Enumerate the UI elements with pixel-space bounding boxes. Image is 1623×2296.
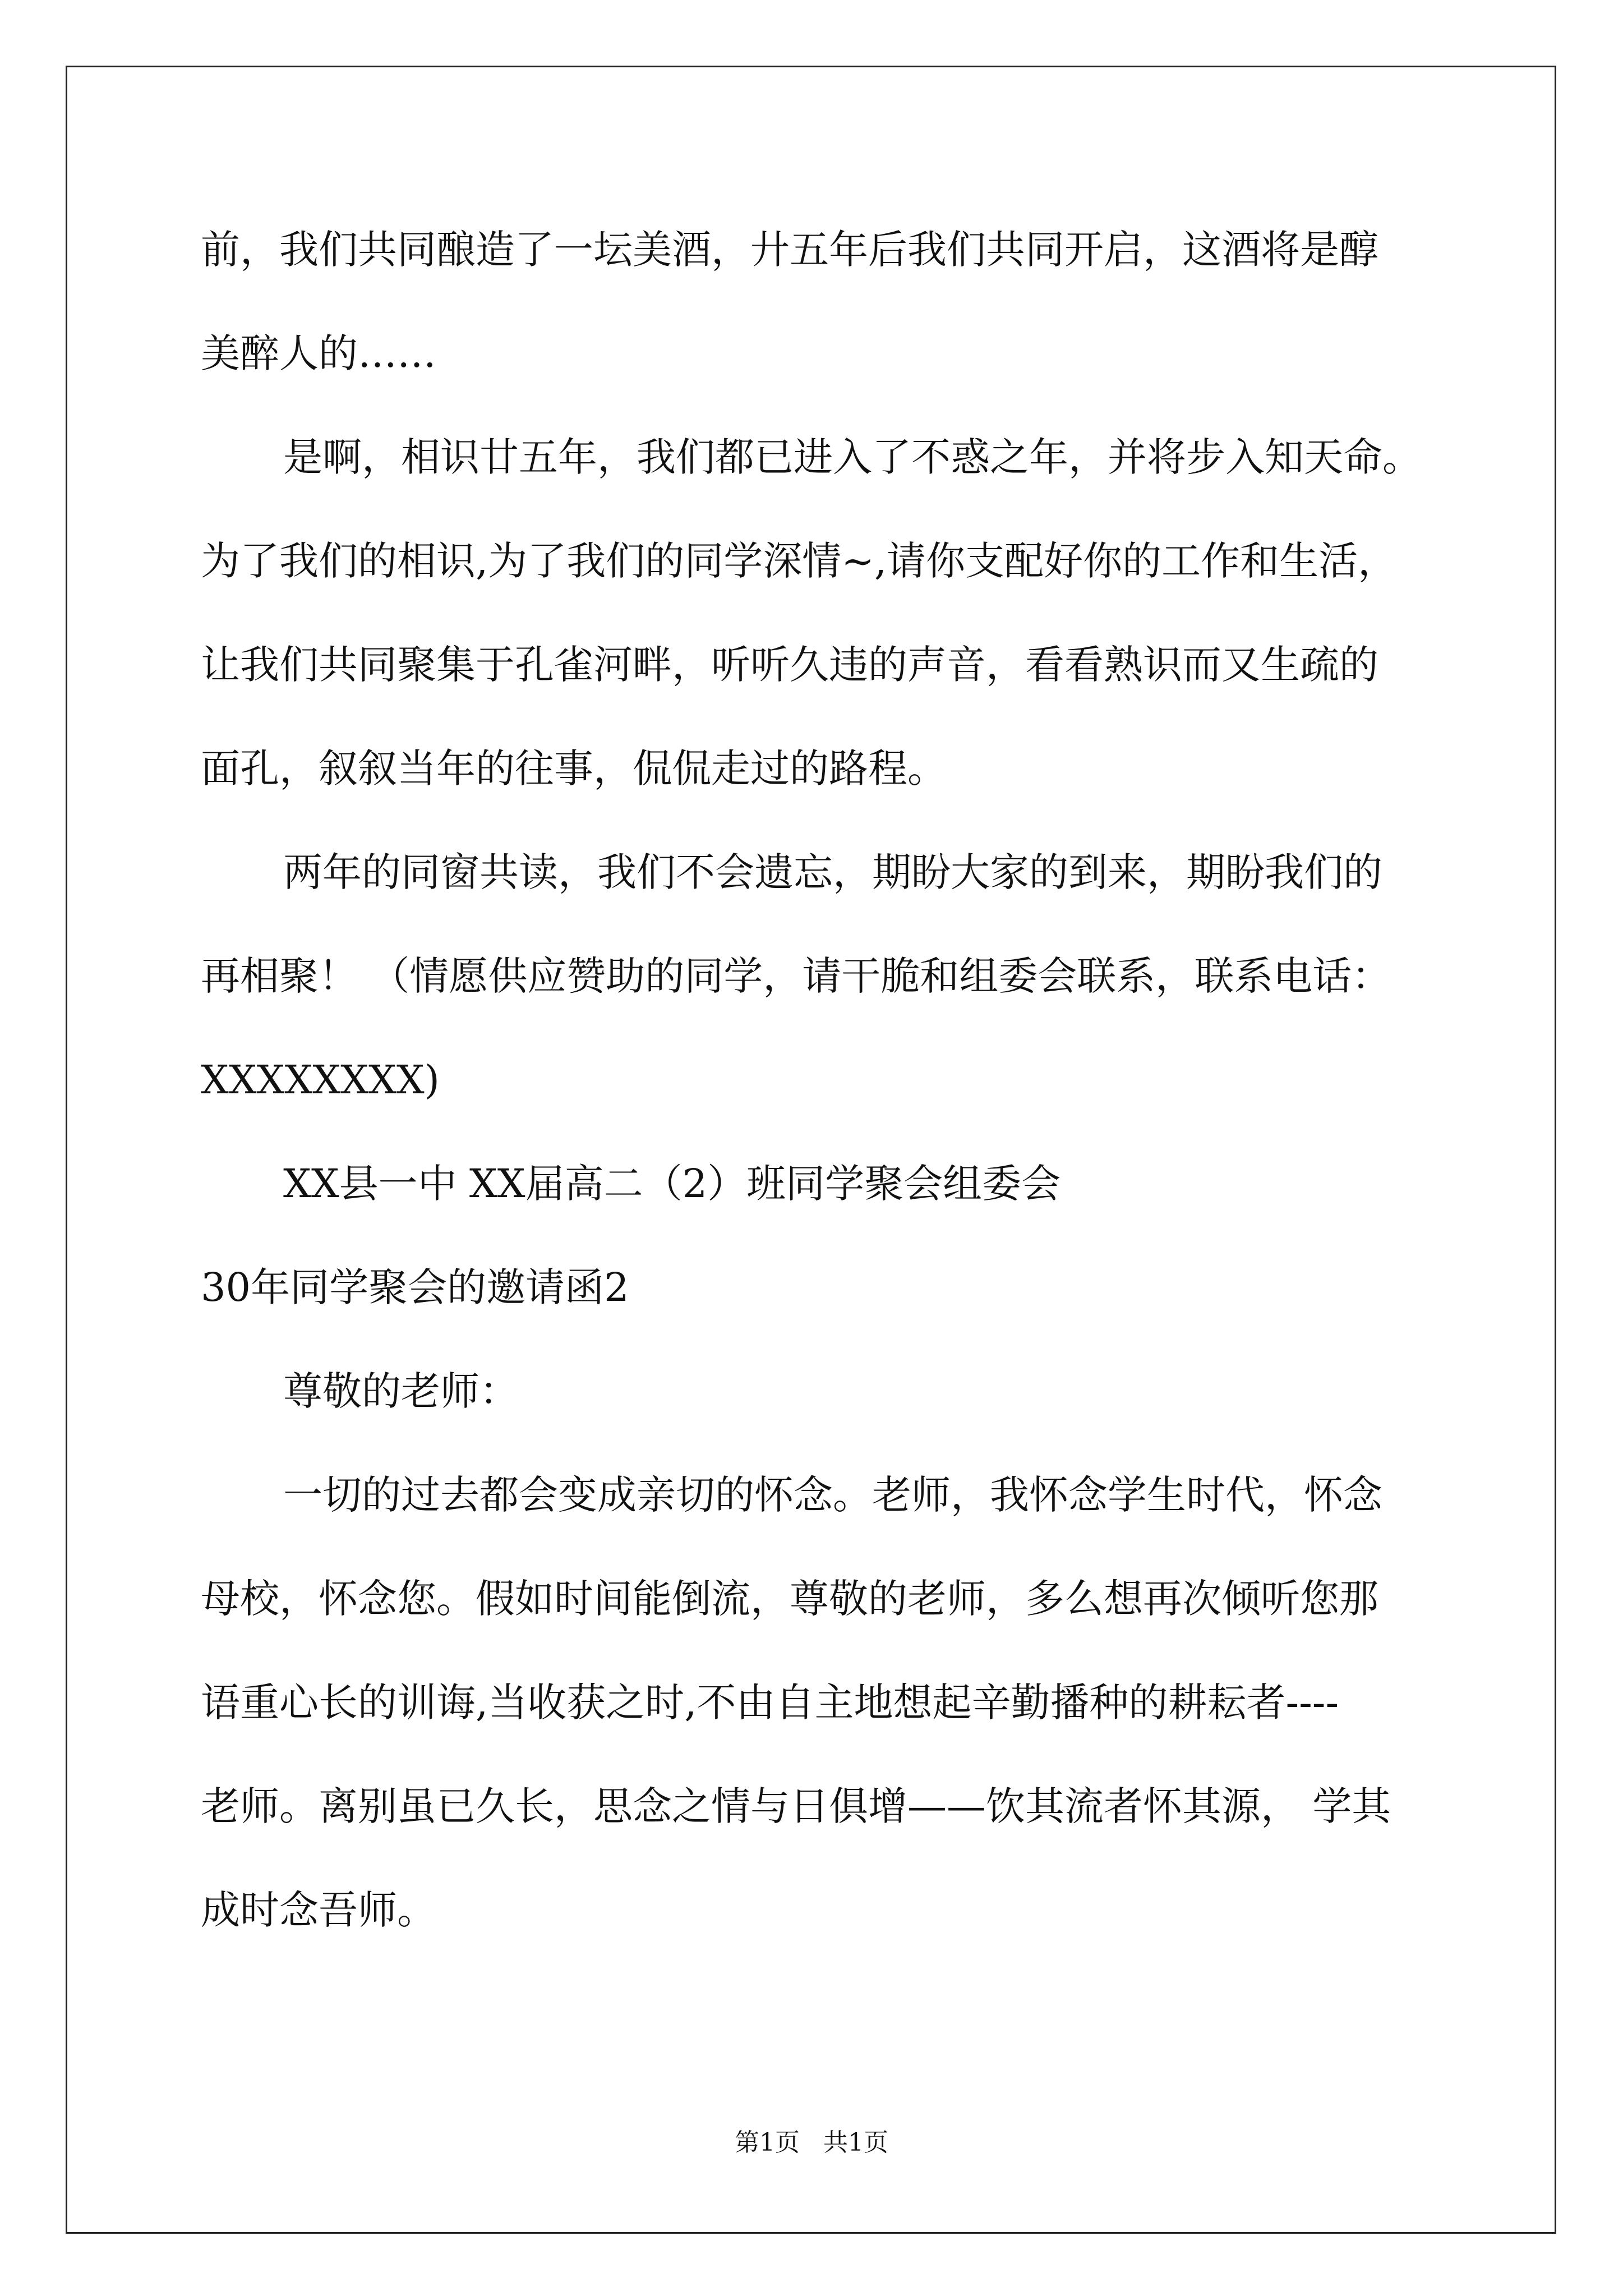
section-heading: 30年同学聚会的邀请函2 bbox=[201, 1264, 629, 1310]
body-line-8: 再相聚！ （情愿供应赞助的同学，请干脆和组委会联系，联系电话： bbox=[201, 953, 1391, 999]
body-line-9: XXXXXXXX) bbox=[201, 1057, 440, 1103]
body-line-6: 面孔，叙叙当年的往事，侃侃走过的路程。 bbox=[201, 746, 947, 792]
body-line-4: 为了我们的相识,为了我们的同学深情~,请你支配好你的工作和生活， bbox=[201, 538, 1398, 584]
page-number-footer: 第1页 共1页 bbox=[735, 2128, 888, 2157]
body-line-7: 两年的同窗共读，我们不会遗忘，期盼大家的到来，期盼我们的 bbox=[283, 849, 1382, 895]
body-line-1: 前，我们共同酿造了一坛美酒，廾五年后我们共同开启，这酒将是醇 bbox=[201, 227, 1378, 273]
body-line-13: 一切的过去都会变成亲切的怀念。老师，我怀念学生时代，怀念 bbox=[283, 1472, 1382, 1518]
body-line-5: 让我们共同聚集于孔雀河畔，听听久违的声音，看看熟识而又生疏的 bbox=[201, 642, 1378, 688]
body-line-2: 美醉人的…… bbox=[201, 330, 436, 376]
salutation: 尊敬的老师： bbox=[283, 1368, 519, 1414]
body-line-16: 老师。离别虽已久长，思念之情与日俱增——饮其流者怀其源， 学其 bbox=[201, 1783, 1391, 1829]
body-line-15: 语重心长的训诲,当收获之时,不由自主地想起辛勤播种的耕耘者---- bbox=[201, 1680, 1339, 1726]
body-line-14: 母校，怀念您。假如时间能倒流，尊敬的老师，多么想再次倾听您那 bbox=[201, 1576, 1378, 1622]
body-line-3: 是啊，相识廿五年，我们都已进入了不惑之年，并将步入知天命。 bbox=[283, 434, 1422, 480]
body-line-17: 成时念吾师。 bbox=[201, 1887, 436, 1933]
signature-line: XX县一中 XX届高二（2）班同学聚会组委会 bbox=[283, 1161, 1061, 1207]
